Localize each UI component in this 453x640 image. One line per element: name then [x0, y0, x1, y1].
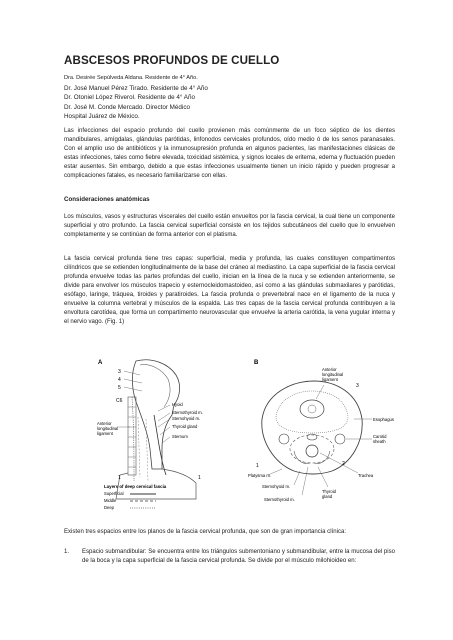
legend-title: Layers of deep cervical fascia	[104, 484, 167, 489]
figure-label: Sternohyoid m.	[262, 484, 291, 489]
body-paragraph: Los músculos, vasos y estructuras viscerales del cuello están envueltos por la fascia cervical, la cual tiene un componente superficial y otro profundo. La fascia cervical superficial consiste en los tejidos subcutáneos del cuello que lo envuelven completamente y se continúan de forma anterior con el platisma.	[64, 214, 395, 239]
figure-label: Esophagus	[373, 417, 394, 422]
figure-number: 2	[342, 461, 345, 467]
figure-label: longitudinal	[97, 426, 119, 431]
panel-letter: B	[254, 360, 259, 366]
body-paragraph: La fascia cervical profunda tiene tres capas: superficial, media y profunda, las cuales constituyen compartimentos cilíndricos que se extienden longitudinalmente de la base del cráneo al mediastino. La capa superficial de la fascia cervical profunda envuelve todas las partes profundas del cuello, inician en la línea de la nuca y se extienden anteriormente, se divide para envolver los músculos trapecio y esternocleidomastoideo, así como a las glándulas submaxilares y parótidas, esófago, laringe, tráquea, tiroides y paratiroides. La fascia profunda o prevertebral nace en el ligamento de la nuca y envuelve la columna vertebral y músculos de la espalda. Las tres capas de la fascia cervical profunda contribuyen a la envoltura carotídea, que forma un compartimento neurovascular que envuelve la arteria carótida, la vena yugular interna y el nervio vago. (Fig. 1)	[64, 256, 395, 326]
figure-number: 5	[118, 385, 121, 391]
figure-label: Thyroid gland	[172, 424, 198, 429]
figure-label: Sternothyroid m.	[264, 497, 295, 502]
figure-number: 1	[118, 475, 121, 481]
figure-label: ligament	[322, 377, 338, 382]
intro-paragraph: Las infecciones del espacio profundo del cuello provienen más comúnmente de un foco séptico de los dientes mandibulares, amígdalas, glándulas parótidas, linfonodos cervicales profundos, oído medio ó de los senos paranasales. Con el amplio uso de antibióticos y la inmunosupresión profunda en algunos pacientes, las manifestaciones clásicas de estas infecciones, tales como fiebre elevada, toxicidad sistémica, y signos locales de eritema, edema y fluctuación pueden estar ausentes. Sin embargo, debido a que estas infecciones usualmente tienen un inicio rápido y pueden progresar a complicaciones fatales, es necesario familiarizarse con ellas.	[64, 128, 395, 180]
fascia-layers-legend	[104, 484, 167, 510]
figure-label: Sternothyroid m.	[172, 410, 203, 415]
figure-label: Sternum	[172, 434, 188, 439]
author-line: Dr. José M. Conde Mercado. Director Médico	[64, 103, 190, 111]
list-number: 1.	[64, 549, 70, 555]
author-line: Dr. Otoniel López Riverol. Residente de 4° Año	[64, 94, 195, 102]
figure-number: 1	[198, 475, 201, 481]
figure-number: C6	[116, 398, 123, 404]
figure-label: sheath	[373, 439, 386, 444]
figure-number: 4	[118, 377, 121, 383]
figure-label: Sternohyoid m.	[172, 416, 201, 421]
panel-letter: A	[98, 360, 103, 366]
anatomy-figure	[96, 357, 398, 515]
panel-b-cross-section	[248, 360, 394, 502]
figure-label: Platysma m.	[248, 473, 272, 478]
list-text: Espacio submandibular: Se encuentra entre los triángulos submentoniano y submandibular, entre la mucosa del piso de la boca y la capa superficial de la fascia cervical profunda. Se divide por el músculo milohioideo en:	[82, 549, 395, 565]
author-line: Dra. Desirée Sepúlveda Aldana. Residente de 4° Año.	[64, 75, 198, 81]
figure-number: 3	[356, 383, 359, 389]
legend-item: Superficial	[104, 491, 124, 496]
figure-label: Carotid	[373, 434, 387, 439]
figure-number: 3	[118, 369, 121, 375]
figure-label: ligament	[97, 431, 113, 436]
section-heading: Consideraciones anatómicas	[64, 196, 150, 203]
figure-label: longitudinal	[322, 372, 344, 377]
legend-item: Deep	[104, 505, 115, 510]
figure-number: 1	[256, 463, 259, 469]
figure-label: Trachea	[358, 473, 374, 478]
body-paragraph: Existen tres espacios entre los planos de la fascia cervical profunda, que son de gran importancia clínica:	[64, 529, 347, 535]
figure-label: Thyroid	[322, 489, 336, 494]
figure-label: Anterior	[97, 421, 112, 426]
figure-label: gland	[322, 494, 333, 499]
panel-a-sagittal-view	[97, 360, 203, 499]
figure-label: Hyoid	[172, 402, 183, 407]
legend-item: Middle	[104, 498, 117, 503]
author-list	[64, 74, 404, 121]
page-title: ABSCESOS PROFUNDOS DE CUELLO	[64, 54, 280, 67]
figure-label: Anterior	[322, 367, 337, 372]
author-line: Dr. José Manuel Pérez Tirado. Residente de 4° Año	[64, 85, 208, 93]
author-line: Hospital Juárez de México.	[64, 112, 140, 120]
